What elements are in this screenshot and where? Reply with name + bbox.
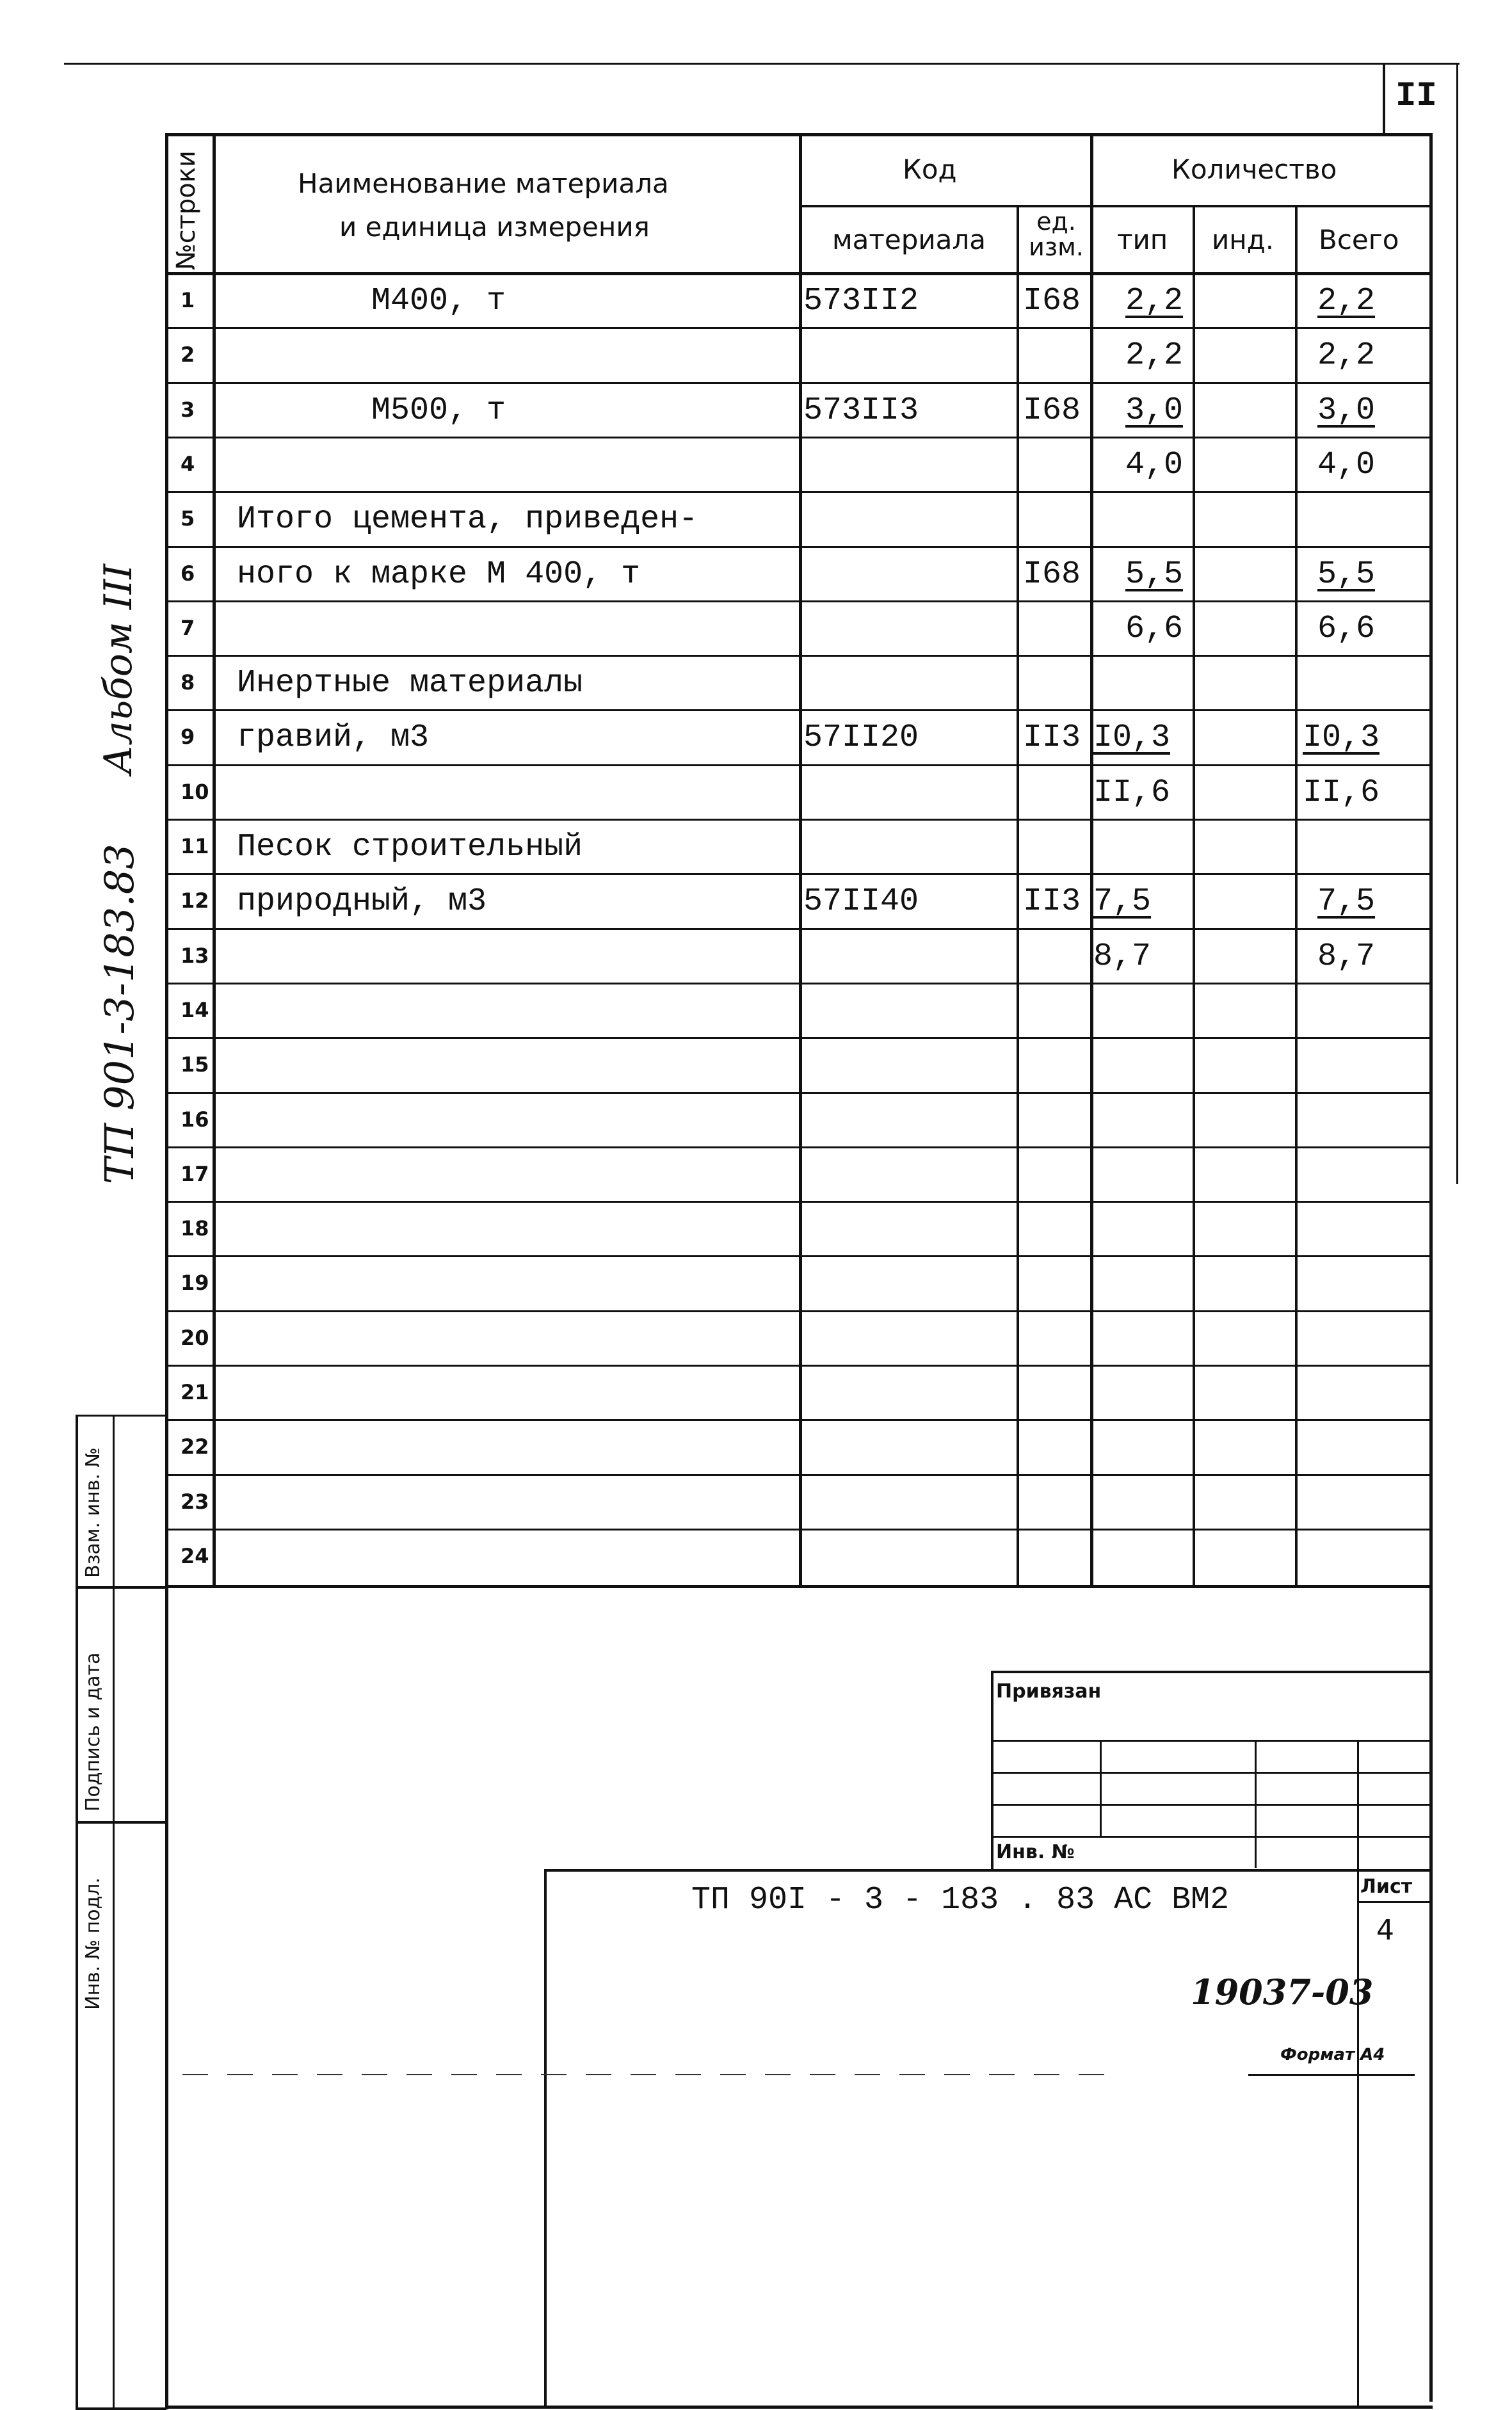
list-divider: [1357, 1901, 1433, 1903]
row-separator: [165, 600, 1433, 602]
side-podpis: Подпись и дата: [82, 1652, 104, 1812]
table-bottom: [165, 1585, 1433, 1588]
row-name: Инертные материалы: [237, 665, 583, 702]
row-separator: [165, 873, 1433, 875]
footer-dash-rule: [182, 2074, 1111, 2075]
stamp-privyazan: Привязан: [996, 1680, 1102, 1703]
row-number: 3: [181, 397, 195, 422]
row-name: М400, т: [371, 283, 506, 319]
row-number: 19: [181, 1271, 209, 1296]
row-separator: [165, 1474, 1433, 1476]
col-name-right: [799, 133, 802, 1586]
designation-left: [544, 1869, 547, 2407]
row-separator: [165, 655, 1433, 657]
row-name: М500, т: [371, 392, 506, 429]
table-left: [165, 133, 168, 2409]
col-ind-right: [1295, 206, 1298, 1586]
row-number: 10: [181, 779, 209, 804]
privyazan-v3: [1357, 1740, 1359, 2406]
row-unit: II3: [1023, 883, 1081, 920]
table-right: [1429, 133, 1433, 2402]
col-unit-right: [1090, 133, 1093, 1586]
sheet-bottom: [165, 2406, 1433, 2409]
row-code: 573II2: [803, 283, 919, 319]
stamp-left-bottom: [76, 2407, 166, 2410]
row-number: 17: [181, 1161, 209, 1186]
side-inv-podl: Инв. № подл.: [82, 1877, 104, 2010]
row-name: Итого цемента, приведен-: [237, 501, 698, 538]
row-separator: [165, 1419, 1433, 1421]
row-number: 14: [181, 997, 209, 1022]
header-row-no: №строки: [172, 150, 201, 270]
col-code-right: [1017, 206, 1019, 1586]
row-separator: [165, 819, 1433, 821]
header-mid: [799, 205, 1433, 207]
row-qty-total: 2,2: [1317, 283, 1376, 319]
side-zam: Взам. инв. №: [82, 1447, 104, 1578]
row-qty-type: I0,3: [1093, 719, 1171, 757]
row-number: 20: [181, 1325, 209, 1350]
row-separator: [165, 1037, 1433, 1039]
row-number: 21: [181, 1380, 209, 1404]
row-qty-total: 8,7: [1317, 938, 1376, 975]
privyazan-line1: [991, 1740, 1433, 1742]
footer-handwritten: 19037-03: [1191, 1972, 1374, 2012]
stamp-inv-no: Инв. №: [996, 1841, 1075, 1863]
row-separator: [165, 709, 1433, 711]
row-number: 22: [181, 1434, 209, 1459]
row-qty-total: 5,5: [1317, 556, 1376, 593]
col-type-right: [1193, 206, 1195, 1586]
col-rownum-right: [213, 133, 216, 1586]
privyazan-line2: [991, 1772, 1433, 1774]
header-q-type: тип: [1117, 224, 1168, 255]
privyazan-v2: [1255, 1740, 1257, 1868]
row-number: 7: [181, 615, 195, 640]
row-separator: [165, 983, 1433, 984]
row-number: 4: [181, 451, 195, 476]
row-unit: I68: [1023, 392, 1081, 429]
footer-rule-right: [1248, 2074, 1415, 2076]
row-qty-total: 4,0: [1317, 446, 1376, 483]
header-quantity: Количество: [1171, 154, 1337, 185]
row-qty-type: 6,6: [1125, 610, 1184, 647]
stamp-left-inner: [113, 1415, 115, 2410]
designation-top: [544, 1869, 1433, 1872]
top-rule: [64, 63, 1460, 65]
row-separator: [165, 327, 1433, 329]
row-name: природный, м3: [237, 883, 487, 920]
row-qty-total: 2,2: [1317, 337, 1376, 374]
row-number: 24: [181, 1543, 209, 1568]
header-bottom: [165, 272, 1433, 275]
row-qty-type: 5,5: [1125, 556, 1184, 593]
header-code-unit: ед. изм.: [1029, 207, 1084, 261]
row-qty-type: 3,0: [1125, 392, 1184, 429]
stamp-left-outer: [76, 1415, 78, 2410]
row-number: 9: [181, 725, 195, 750]
row-unit: I68: [1023, 283, 1081, 319]
row-separator: [165, 1201, 1433, 1203]
header-q-total: Всего: [1319, 224, 1399, 255]
privyazan-top: [991, 1671, 1433, 1673]
header-q-ind: инд.: [1212, 224, 1275, 255]
row-separator: [165, 1310, 1433, 1312]
row-code: 57II40: [803, 883, 919, 920]
row-number: 18: [181, 1216, 209, 1241]
row-separator: [165, 437, 1433, 438]
row-qty-type: 2,2: [1125, 337, 1184, 374]
row-number: 13: [181, 943, 209, 968]
row-separator: [165, 1146, 1433, 1148]
row-number: 2: [181, 342, 195, 367]
row-separator: [165, 1529, 1433, 1530]
row-number: 6: [181, 561, 195, 586]
row-separator: [165, 1255, 1433, 1257]
row-number: 23: [181, 1489, 209, 1514]
row-number: 12: [181, 888, 209, 913]
row-separator: [165, 546, 1433, 548]
stamp-list-value: 4: [1376, 1914, 1394, 1947]
row-qty-total: I0,3: [1303, 719, 1380, 757]
row-qty-total: 6,6: [1317, 610, 1376, 647]
row-separator: [165, 764, 1433, 766]
row-separator: [165, 491, 1433, 493]
page-number: II: [1395, 77, 1437, 116]
stamp-left-div2: [76, 1821, 166, 1824]
row-unit: I68: [1023, 556, 1081, 593]
privyazan-line3: [991, 1804, 1433, 1806]
row-code: 57II20: [803, 719, 919, 757]
row-name: гравий, м3: [237, 719, 430, 757]
header-name-line2: и единица измерения: [339, 211, 650, 243]
row-qty-total: 7,5: [1317, 883, 1376, 920]
side-album: Альбом III: [96, 564, 141, 775]
page-box-right: [1456, 64, 1458, 1184]
row-separator: [165, 1092, 1433, 1094]
row-qty-total: 3,0: [1317, 392, 1376, 429]
footer-format: Формат А4: [1280, 2045, 1385, 2064]
row-qty-type: 8,7: [1093, 938, 1152, 975]
row-number: 16: [181, 1107, 209, 1132]
row-number: 1: [181, 288, 195, 312]
row-qty-total: II,6: [1303, 774, 1380, 811]
side-project: ТП 901-3-183.83: [96, 844, 143, 1184]
page-box-left: [1383, 64, 1385, 136]
row-separator: [165, 382, 1433, 384]
header-code: Код: [903, 154, 957, 185]
row-qty-type: 4,0: [1125, 446, 1184, 483]
stamp-left-top: [76, 1415, 166, 1417]
row-separator: [165, 1365, 1433, 1367]
row-number: 11: [181, 834, 209, 858]
stamp-list-label: Лист: [1360, 1876, 1413, 1898]
row-name: Песок строительный: [237, 829, 583, 865]
row-number: 5: [181, 506, 195, 531]
row-qty-type: 7,5: [1093, 883, 1152, 920]
row-qty-type: 2,2: [1125, 283, 1184, 319]
header-name-line1: Наименование материала: [298, 168, 669, 199]
stamp-left-div1: [76, 1586, 166, 1589]
header-code-material: материала: [832, 224, 986, 255]
row-qty-type: II,6: [1093, 774, 1171, 811]
row-number: 15: [181, 1052, 209, 1077]
privyazan-line4: [991, 1836, 1433, 1838]
row-number: 8: [181, 670, 195, 695]
row-code: 573II3: [803, 392, 919, 429]
header-top: [165, 133, 1433, 136]
privyazan-left: [991, 1672, 993, 1870]
stamp-designation: ТП 90I - 3 - 183 . 83 АС ВМ2: [691, 1882, 1230, 1918]
row-separator: [165, 928, 1433, 930]
row-unit: II3: [1023, 719, 1081, 757]
row-name: ного к марке М 400, т: [237, 556, 641, 593]
privyazan-v1: [1100, 1740, 1102, 1836]
